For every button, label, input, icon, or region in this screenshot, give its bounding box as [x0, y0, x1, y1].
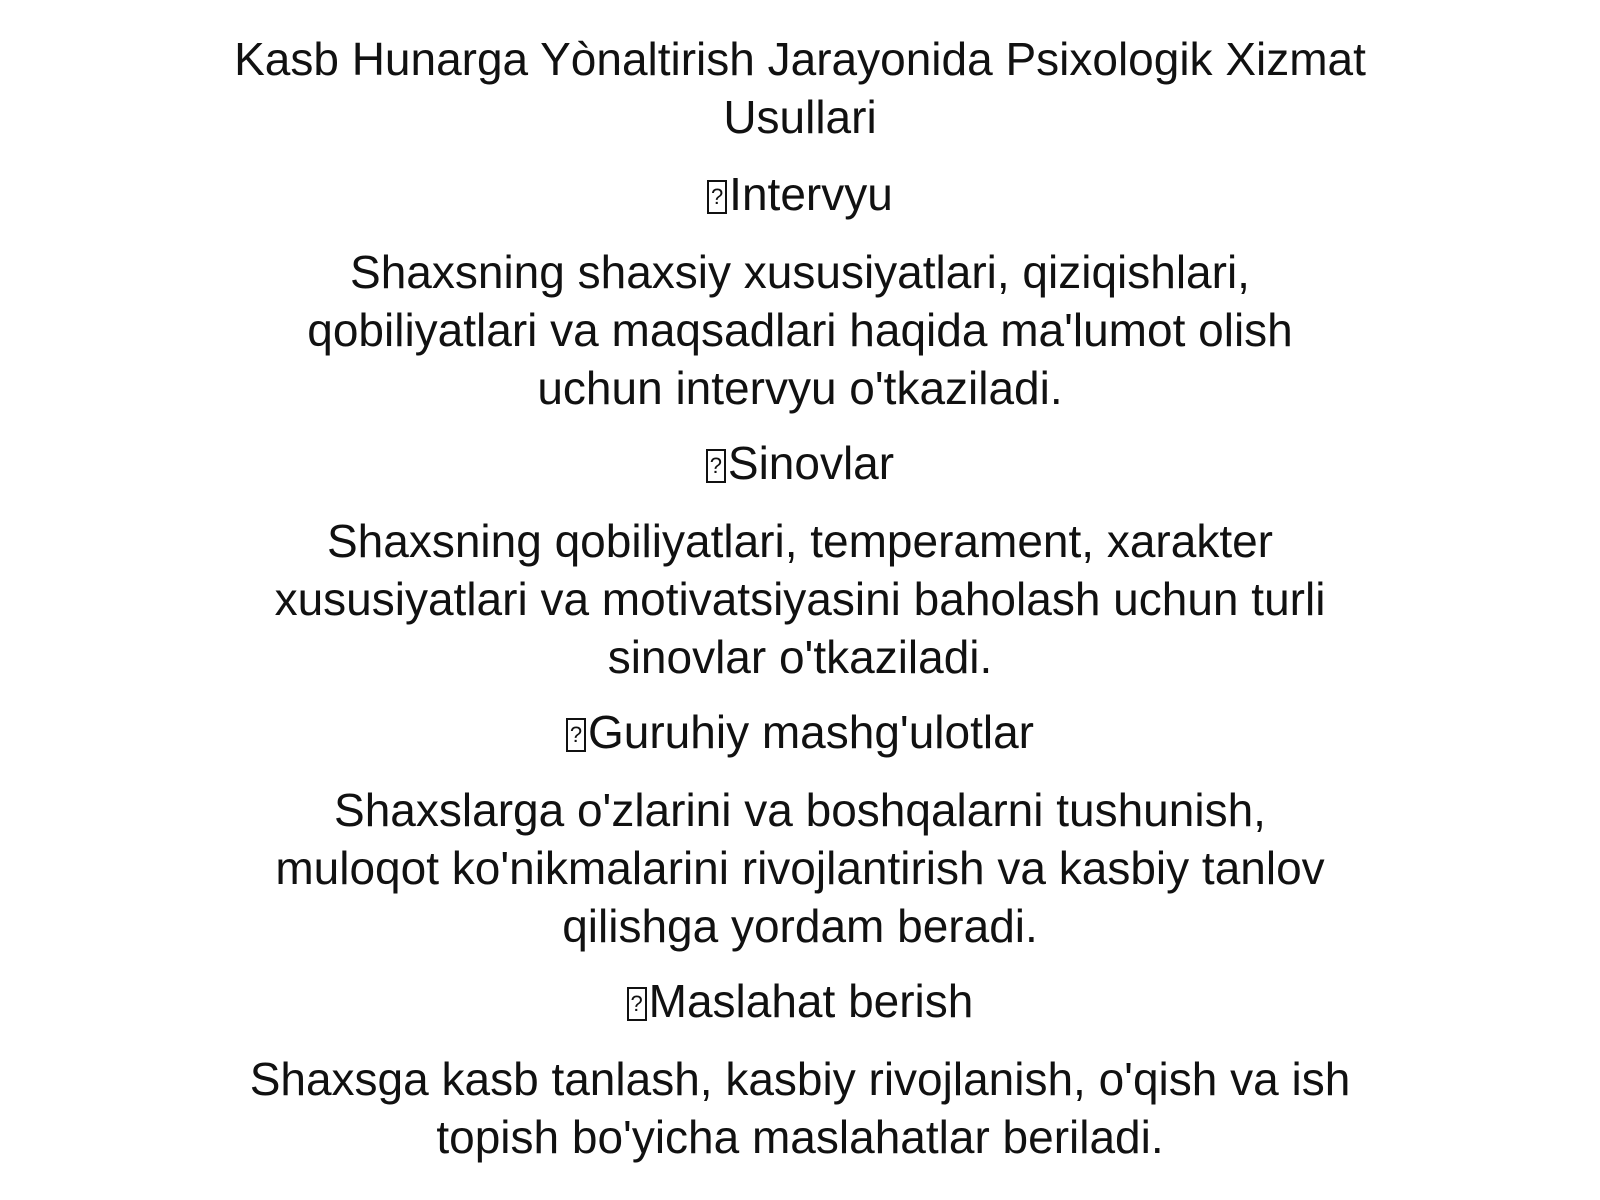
paragraph-line: Shaxsning shaxsiy xususiyatlari, qiziqishlari, [350, 246, 1250, 298]
section-paragraph-maslahat-berish [200, 1050, 1400, 1166]
paragraph-line: Shaxsga kasb tanlash, kasbiy rivojlanish, o'qish va ish [249, 1053, 1351, 1105]
paragraph-line: sinovlar o'tkaziladi. [607, 631, 993, 683]
missing-glyph-icon [707, 180, 727, 214]
section-heading-label: Maslahat berish [648, 975, 974, 1027]
title-line-1: Kasb Hunarga Yònaltirish Jarayonida Psixologik Xizmat [234, 33, 1366, 85]
paragraph-line: Shaxslarga o'zlarini va boshqalarni tushunish, [334, 784, 1266, 836]
title-line-2: Usullari [723, 91, 877, 143]
section-heading-label: Guruhiy mashg'ulotlar [588, 706, 1034, 758]
paragraph-line: xususiyatlari va motivatsiyasini baholash uchun turli [274, 573, 1326, 625]
section-heading-sinovlar [200, 434, 1400, 492]
section-heading-label: Sinovlar [727, 437, 895, 489]
paragraph-line: qilishga yordam beradi. [562, 900, 1038, 952]
paragraph-line: uchun intervyu o'tkaziladi. [537, 362, 1063, 414]
section-paragraph-guruhiy-mashgulotlar [200, 781, 1400, 955]
section-paragraph-sinovlar [200, 512, 1400, 686]
section-paragraph-intervyu [200, 243, 1400, 417]
missing-glyph-icon [566, 718, 586, 752]
missing-glyph-icon [706, 449, 726, 483]
section-heading-label: Intervyu [729, 168, 893, 220]
paragraph-line: qobiliyatlari va maqsadlari haqida ma'lumot olish [307, 304, 1293, 356]
paragraph-line: topish bo'yicha maslahatlar beriladi. [436, 1111, 1164, 1163]
section-heading-intervyu [200, 165, 1400, 223]
page-title [200, 30, 1400, 146]
paragraph-line: muloqot ko'nikmalarini rivojlantirish va kasbiy tanlov [275, 842, 1325, 894]
paragraph-line: Shaxsning qobiliyatlari, temperament, xarakter [326, 515, 1273, 567]
missing-glyph-icon [627, 987, 647, 1021]
section-heading-guruhiy-mashgulotlar [200, 703, 1400, 761]
section-heading-maslahat-berish [200, 972, 1400, 1030]
